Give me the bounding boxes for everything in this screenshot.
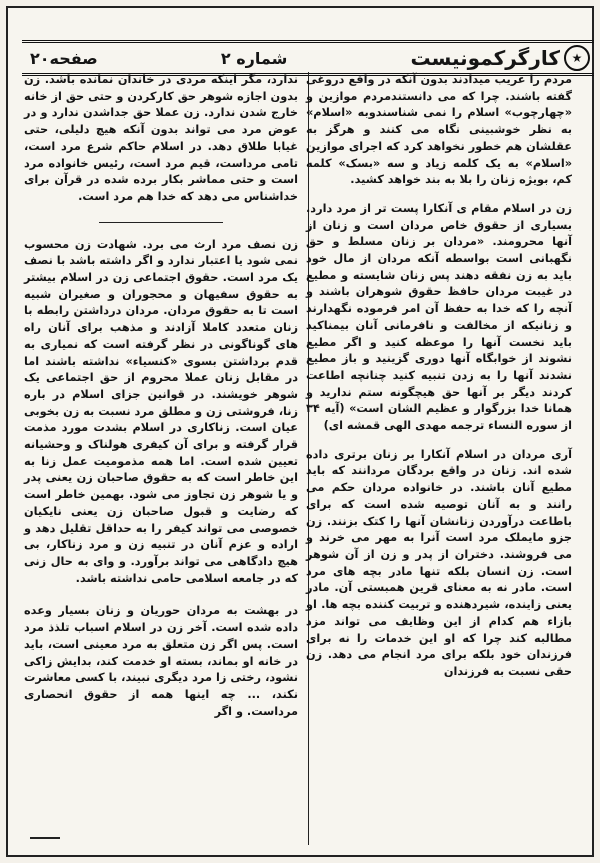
right-column	[298, 72, 580, 845]
left-paragraph-2: زن نصف مرد ارث می برد. شهادت زن محسوب نمی شود یا اعتبار ندارد و اگر داشته باشد با نصف یک مرد است. حقوق اجتماعی زن در اسلام بیشتر به حقوق سفیهان و محجوران و صغیران شبیه است تا به حقوق مردان. مردان درداشتن رابطه با زنان متعدد کاملا آزادند و مذهب برای آنان راه های گوناگونی در نظر گرفته است که نمیاری به قدم برداشتن بسوی «کنسیاء» نداشته باشند اما در مقابل زنان عملا محروم از حق اجتماعی یک شوهر خویشند. در قوانین جزای اسلام در باره زنا، فروشتی زن و مطلق مرد نسبت به زن بخوبی عیان است. زناکاری در اسلام بشدت مورد مذمت قرار گرفته و برای آن کیفری هولناک و وحشیانه تعیین شده است. اما همه مذمومیت عمل زنا به این خاطر است که به حقوق صاحبان زن یعنی پدر و یا شوهر زن تجاوز می شود. بهمین خاطر است که رضایت و قبول صاحبان زن یعنی نایکیان خصوصی می تواند کیفر را به حداقل تقلیل دهد و اراده و عزم آنان در تنبیه زن و مرد زناکار، بی هیچ دادگاهی می تواند برآورد. و وای به حال زنی که در جامعه اسلامی حامی نداشته باشد.	[24, 237, 298, 585]
page-frame	[6, 6, 594, 857]
issue-number: شماره ۲	[220, 48, 288, 68]
masthead	[22, 40, 594, 76]
continuation-mark	[30, 829, 60, 839]
page-number: صفحه۲۰	[30, 48, 98, 68]
right-paragraph-1: مردم را عریب میدادند بدون آنکه در واقع دروغی گفته باشند. چرا که می دانستندمردم موازین و «چهارچوب» اسلام را نمی شناسندوبه «اسلام» به نظر خوشبینی نگاه می کنند و هرگز به عقلشان هم خطور نخواهد کرد که اجرای موازین «اسلام» به یک کلمه زیاد و سه «بسک» کلمه کم، بویژه زنان را بلا به بند خواهد کشید.	[306, 73, 572, 187]
left-paragraph-1: ندارد، مگر اینکه مردی در خاندان نمانده باشد. زن بدون اجازه شوهر حق کارکردن و حتی حق از خانه خارج شدن ندارد. زن عملا حق جداشدن ندارد و در عوض مرد می تواند بدون آنکه هیچ دلیلی، حتی غیابا طلاق دهد. در اسلام حاکم شرع مرد است، تامی مرداست، قیم مرد است، رئیس خانواده مرد است و حتی مماشر بکار برده شده در قرآن برای خداشناس می دهد که خدا هم مرد است.	[24, 73, 298, 203]
section-rule	[99, 222, 222, 223]
publication-title-block	[410, 45, 594, 71]
star-logo-icon: ★	[564, 45, 590, 71]
left-paragraph-3: در بهشت به مردان حوریان و زنان بسیار وعده داده شده است. آخر زن در اسلام اسباب تلذذ مرد است. پس اگر زن متعلق به مرد معینی است، باید در خانه او بماند، بسته او خدمت کند، بدایش زاکی نشود، رختی زا مرد دیگری نبیند، با کسی معاشرت نکند، ... چه اینها همه از حقوق انحصاری مرداست. و اگر	[24, 604, 298, 718]
right-paragraph-3: آری مردان در اسلام آنکارا بر زنان برتری داده شده اند. زنان در واقع بردگان مردانند که باید مطیع آنان باشند. در خانواده مردان حکم می رانند و به آنان توصیه شده است که برای باطاعت درآوردن زنانشان آنها را کتک بزنند. زن جزو مایملک مرد است آنرا به مهر می خرند و می فروشند. دختران از پدر و زن از آن شوهر است. زن انسان بلکه تنها مادر بچه های مرد است. مادر نه به معنای قرین همبستی آن. مادر یعنی زاینده، شیردهنده و تربیت کننده بچه ها. او بازاء هم کدام از این وظایف می تواند مزد مطالبه کند چرا که او این خدمات را نه برای فرزندان خود بلکه برای مرد انجام می دهد. زن حقی نسبت به فرزندان	[306, 447, 572, 678]
right-paragraph-2: زن در اسلام مقام ی آنکارا پست تر از مرد دارد. بسیاری از حقوق خاص مردان است و زنان از آنها محرومند. «مردان بر زنان مسلط و حق نگهبانی است بواسطه آنکه مردان از مال خود باید به زن نفقه دهند پس زنان شایسته و مطیع در غیبت مردان حافظ حقوق شوهران باشند و آنچه را که خدا به حفظ آن امر فرموده نگهدارند و زنانیکه از مخالفت و نافرمانی آنان بیمناکید باید نخست آنها را موعظه کنید و اگر مطیع نشوند از خوابگاه آنها دوری گزینید و باز مطیع نشدند آنها را به زدن تنبیه کنید چنانچه اطاعت کردند دیگر بر آنها حق هیچگونه ستم ندارید و همانا خدا بزرگوار و عظیم الشان است» (آیه ۳۴ از سوره النساء ترجمه مهدی الهی قمشه ای)	[306, 201, 572, 433]
left-column	[20, 72, 306, 845]
publication-title: کارگرکمونیست	[410, 46, 560, 70]
